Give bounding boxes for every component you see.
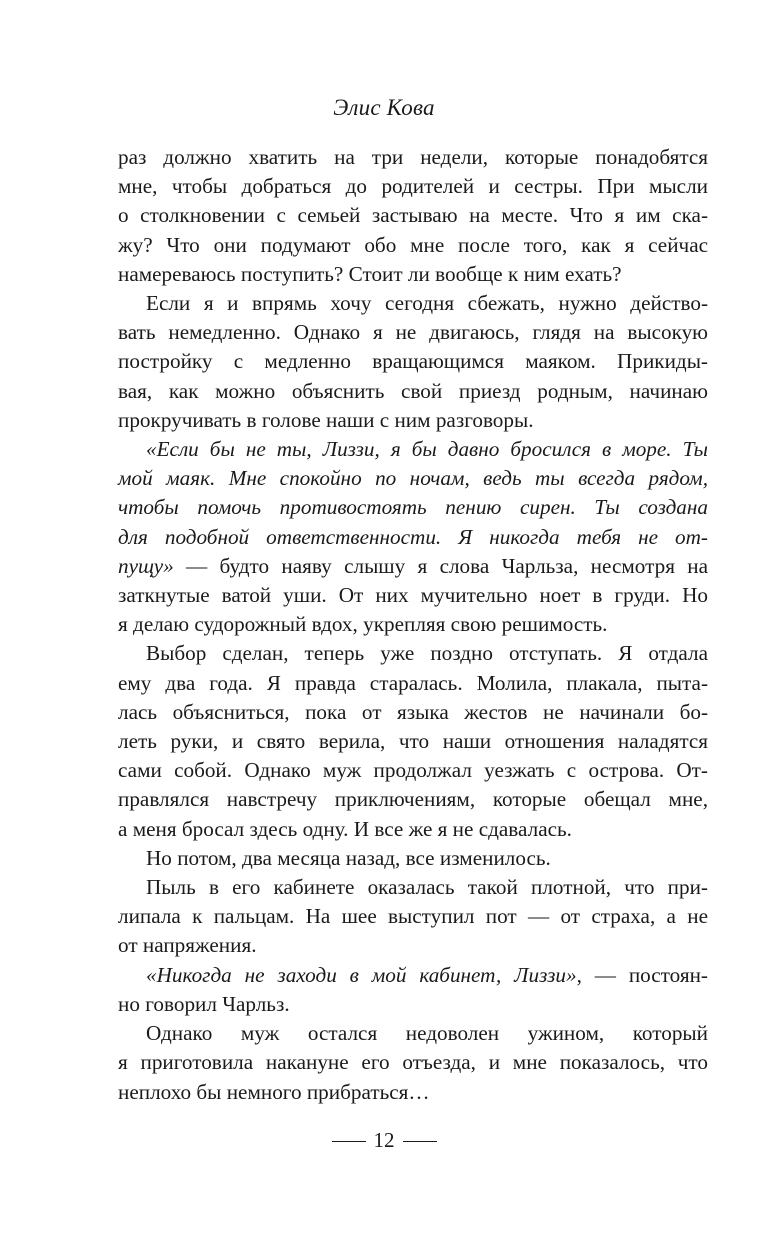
body-text <box>118 143 708 1107</box>
text-line: от напряжения. <box>118 933 257 958</box>
text-line: вать немедленно. Однако я не двигаюсь, глядя на высокую <box>118 320 708 345</box>
text-line: липала к пальцам. На шее выступил пот — от страха, а не <box>118 904 708 929</box>
text-line: а меня бросал здесь одну. И все же я не сдавалась. <box>118 816 572 841</box>
text-line: о столкновении с семьей застываю на месте. Что я им ска- <box>118 203 708 228</box>
text-line: ему два года. Я правда старалась. Молила, плакала, пыта- <box>118 670 708 695</box>
text-line: Если я и впрямь хочу сегодня сбежать, нужно действо- <box>146 291 708 316</box>
text-line: «Если бы не ты, Лиззи, я бы давно бросился в море. Ты <box>146 437 708 462</box>
text-line: мне, чтобы добраться до родителей и сестры. При мысли <box>118 174 708 199</box>
italic-quote: пущу» <box>118 553 174 578</box>
text-line: раз должно хватить на три недели, которые понадобятся <box>118 145 708 169</box>
folio-dash-right <box>403 1141 437 1143</box>
text-line: я делаю судорожный вдох, укрепляя свою решимость. <box>118 612 608 637</box>
line-text: , — постоян- <box>576 962 708 987</box>
text-line: постройку с медленно вращающимся маяком. Прикиды- <box>118 349 708 374</box>
text-line <box>118 961 708 990</box>
text-line: чтобы помочь противостоять пению сирен. Ты создана <box>118 495 708 520</box>
text-line: жу? Что они подумают обо мне после того, как я сейчас <box>118 232 708 257</box>
italic-quote: «Никогда не заходи в мой кабинет, Лиззи» <box>146 962 577 987</box>
text-line: Пыль в его кабинете оказалась такой плотной, что при- <box>146 875 708 900</box>
text-line: лась объясниться, пока от языка жестов не начинали бо- <box>118 699 708 724</box>
text-line: Но потом, два месяца назад, все изменилось. <box>146 845 551 870</box>
text-line: для подобной ответственности. Я никогда тебя не от- <box>118 524 708 549</box>
text-line: прокручивать в голове наши с ним разговоры. <box>118 407 534 432</box>
folio-dash-left <box>332 1141 366 1143</box>
page-number: 12 <box>373 1128 395 1152</box>
text-line: я приготовила накануне его отъезда, и мне показалось, что <box>118 1050 708 1075</box>
text-line: правлялся навстречу приключениям, которые обещал мне, <box>118 787 708 812</box>
page-footer <box>0 1128 768 1153</box>
text-line: сами собой. Однако муж продолжал уезжать с острова. От- <box>118 758 708 783</box>
running-header: Элис Кова <box>333 95 435 120</box>
text-line: неплохо бы немного прибраться… <box>118 1079 430 1104</box>
text-line: намереваюсь поступить? Стоит ли вообще к ним ехать? <box>118 261 622 286</box>
text-line <box>118 552 708 581</box>
text-line: Выбор сделан, теперь уже поздно отступать. Я отдала <box>146 641 708 666</box>
text-line: заткнутые ватой уши. От них мучительно ноет в груди. Но <box>118 583 708 608</box>
text-line: но говорил Чарльз. <box>118 991 290 1016</box>
text-line: Однако муж остался недоволен ужином, который <box>146 1021 708 1046</box>
text-line: леть руки, и свято верила, что наши отношения наладятся <box>118 729 708 754</box>
line-text: — будто наяву слышу я слова Чарльза, несмотря на <box>173 553 708 578</box>
text-line: мой маяк. Мне спокойно по ночам, ведь ты всегда рядом, <box>118 466 708 491</box>
text-line: вая, как можно объяснить свой приезд родным, начинаю <box>118 378 708 403</box>
